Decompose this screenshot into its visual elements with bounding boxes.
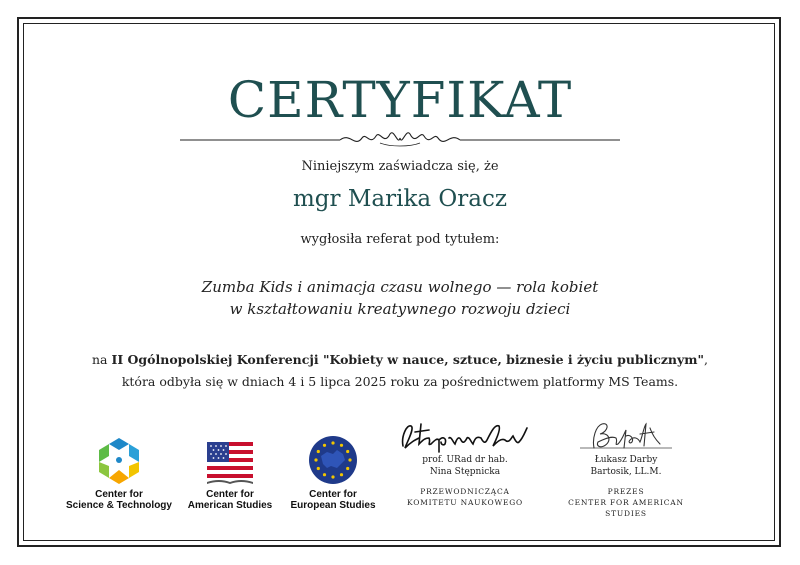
talk-title-line2: w kształtowaniu kreatywnego rozwoju dzieci xyxy=(229,300,571,318)
logo-science-line2: Science & Technology xyxy=(66,500,172,511)
certificate-title: CERTYFIKAT xyxy=(227,71,573,129)
recipient-name: mgr Marika Oracz xyxy=(293,186,507,212)
logo-american-studies xyxy=(180,438,280,511)
handwritten-signature-bartosik xyxy=(566,418,686,454)
conference-info xyxy=(0,349,800,393)
conference-suffix: , xyxy=(704,352,708,367)
signer2-role-line2: CENTER FOR AMERICAN STUDIES xyxy=(568,498,684,518)
talk-title-line1: Zumba Kids i animacja czasu wolnego — rola kobiet xyxy=(201,278,599,296)
delivered-text: wygłosiła referat pod tytułem: xyxy=(300,232,500,247)
conference-name: II Ogólnopolskiej Konferencji "Kobiety w nauce, sztuce, biznesie i życiu publicznym" xyxy=(111,352,705,367)
signer2-name-line2: Bartosik, LL.M. xyxy=(590,467,662,477)
logo-european-studies xyxy=(283,434,383,511)
conference-prefix: na xyxy=(92,352,112,367)
us-flag-book-icon xyxy=(205,438,255,486)
signer2-role-line1: PREZES xyxy=(607,487,645,496)
intro-text: Niniejszym zaświadcza się, że xyxy=(301,159,499,174)
conference-line2: która odbyła się w dniach 4 i 5 lipca 2025 roku za pośrednictwem platformy MS Teams. xyxy=(121,374,679,389)
logo-european-line1: Center for xyxy=(309,489,357,500)
signer1-name-line2: Nina Stępnicka xyxy=(429,467,501,477)
logo-science-line1: Center for xyxy=(95,489,143,500)
logo-european-line2: European Studies xyxy=(290,500,376,511)
logo-american-line2: American Studies xyxy=(187,500,273,511)
signature-block-chair xyxy=(390,418,540,508)
signer2-name-line1: Łukasz Darby xyxy=(594,455,658,465)
handwritten-signature-stepnicka xyxy=(395,418,535,454)
hexagon-flower-icon xyxy=(95,434,143,486)
signer1-name-line1: prof. URad dr hab. xyxy=(422,455,508,465)
ornament-divider xyxy=(180,128,620,148)
talk-title xyxy=(0,276,800,320)
signer1-role-line1: PRZEWODNICZĄCA xyxy=(420,487,510,496)
logo-american-line1: Center for xyxy=(206,489,254,500)
eu-stars-globe-icon xyxy=(307,434,359,486)
signature-block-president xyxy=(548,418,704,519)
signer1-role-line2: KOMITETU NAUKOWEGO xyxy=(407,498,523,507)
conference-line1 xyxy=(0,349,800,371)
logo-science-technology xyxy=(58,434,180,511)
